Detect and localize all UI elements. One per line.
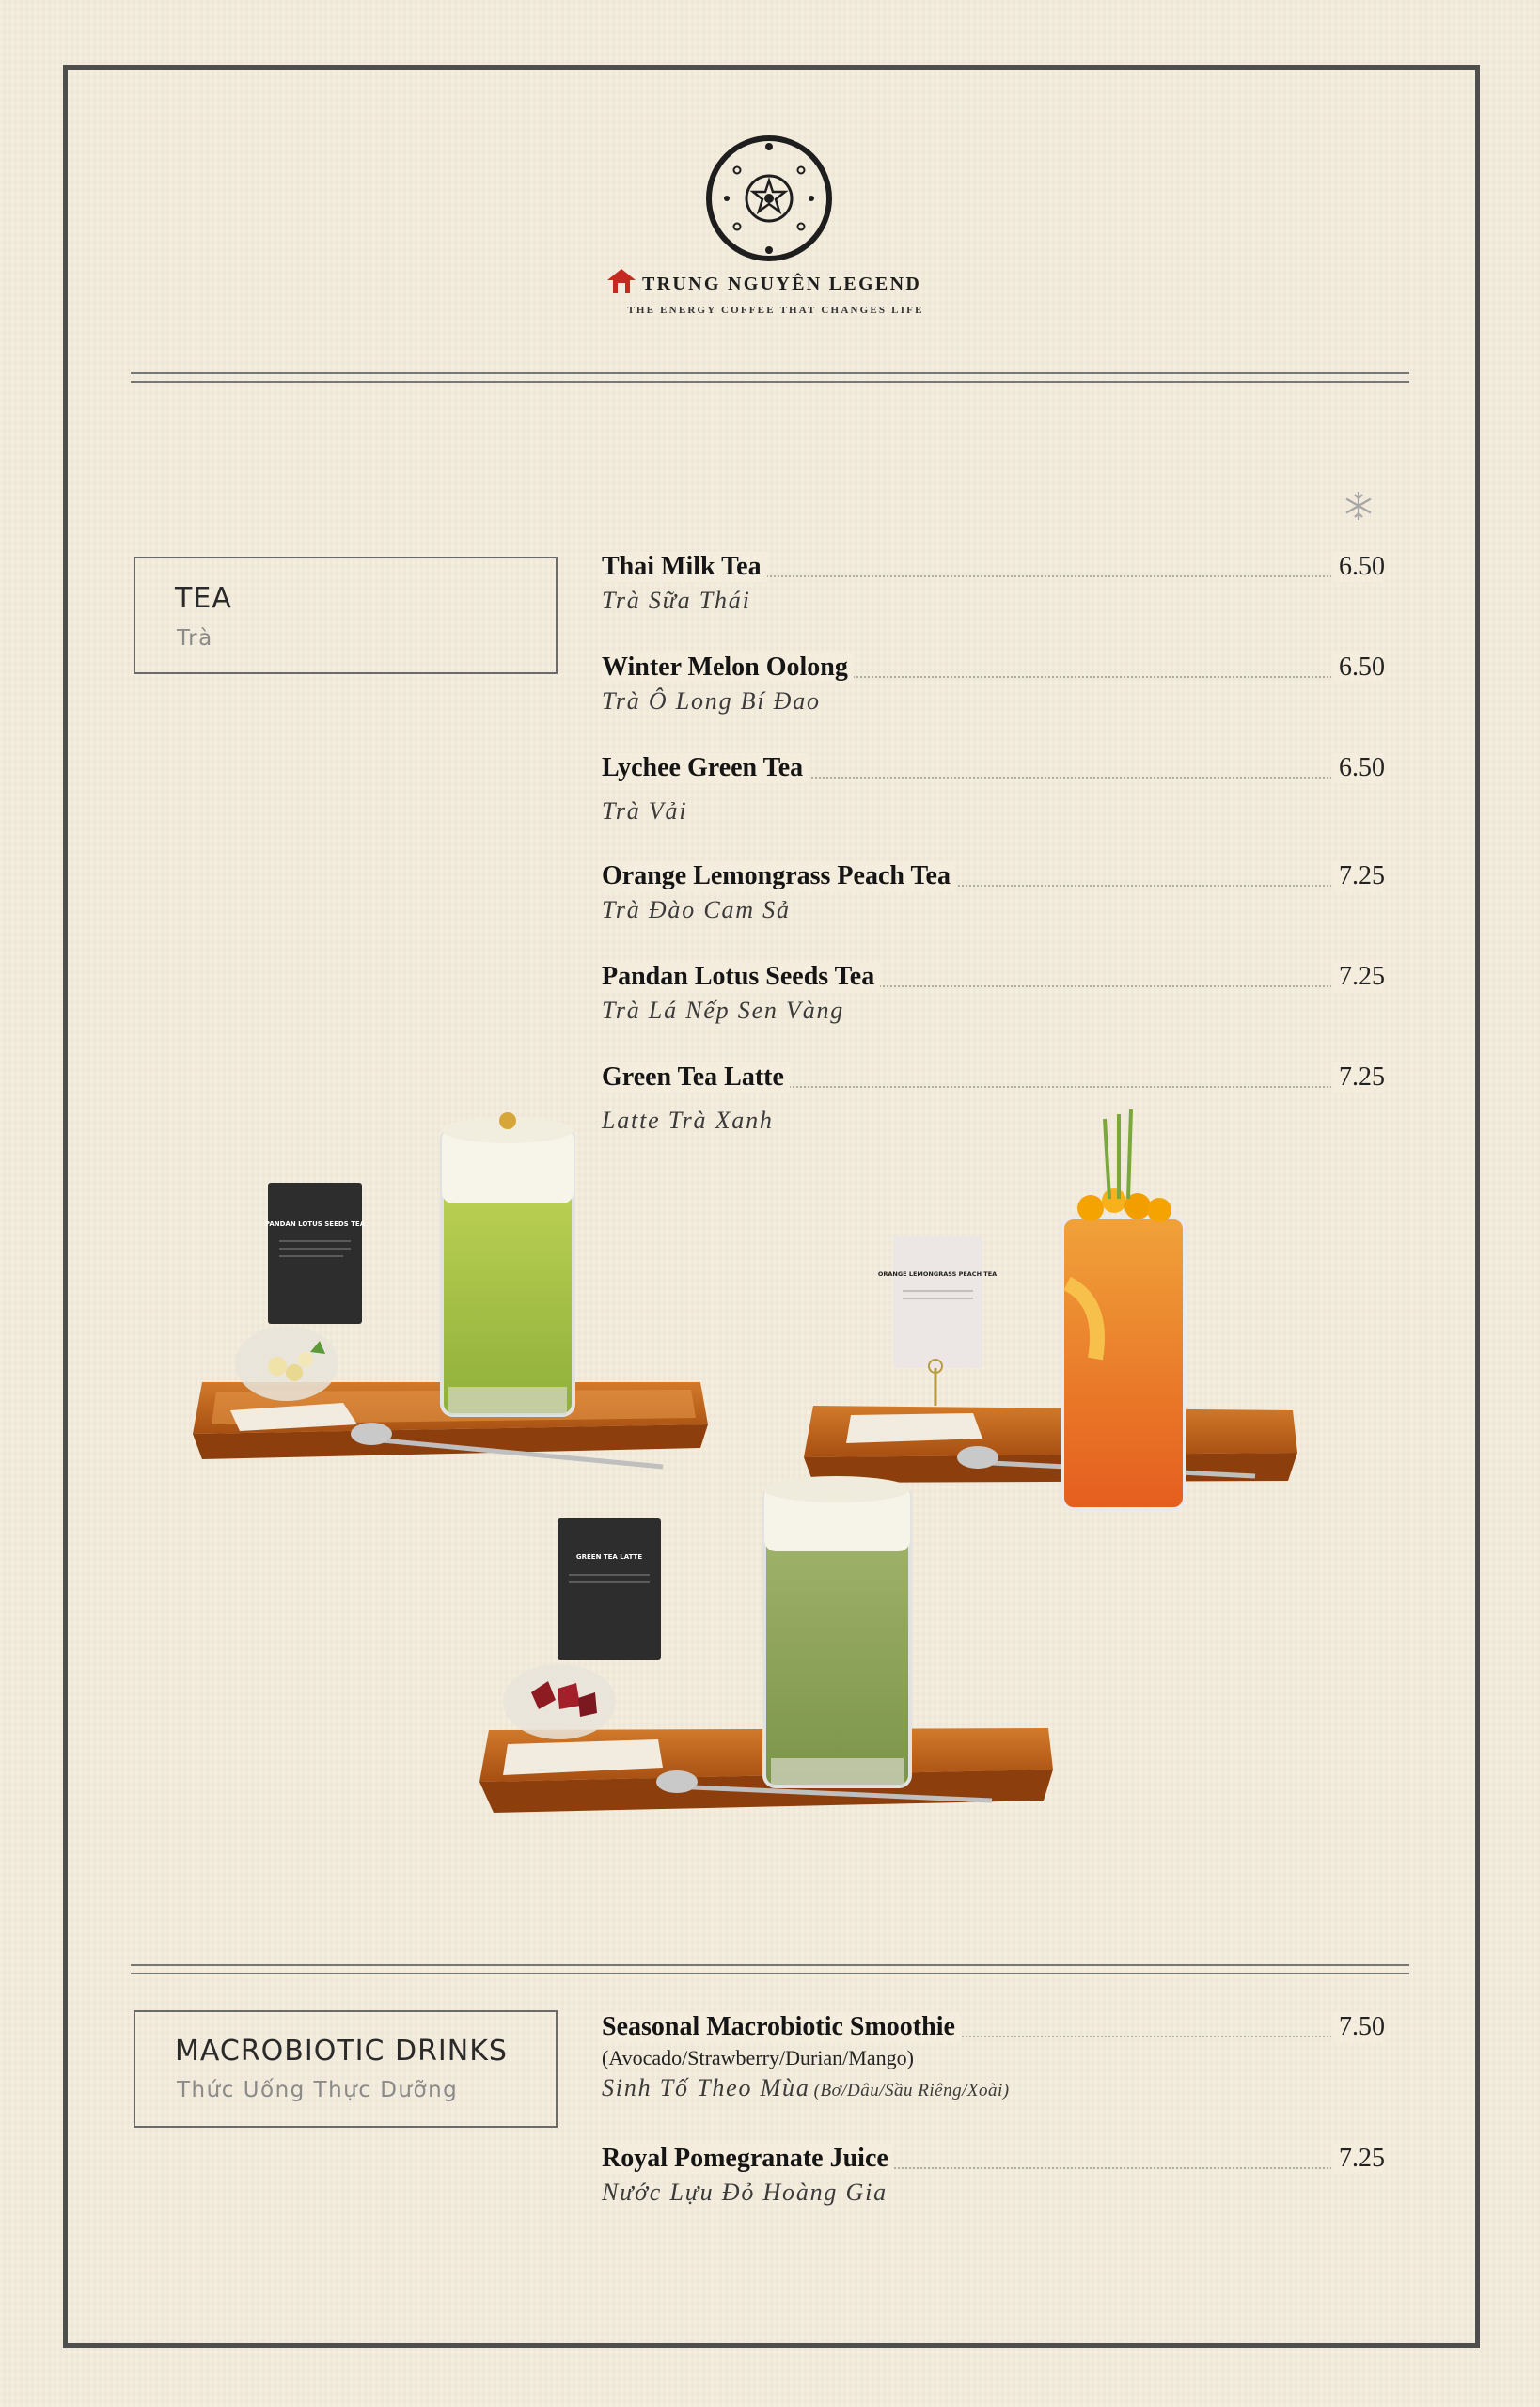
item-vietnamese-name: Trà Ô Long Bí Đao	[602, 687, 821, 715]
item-vietnamese-name: Nước Lựu Đỏ Hoàng Gia	[602, 2179, 888, 2206]
menu-item	[602, 552, 1385, 615]
pandan-card-title: PANDAN LOTUS SEEDS TEA	[264, 1220, 366, 1228]
item-note: (Avocado/Strawberry/Durian/Mango)	[602, 2046, 914, 2069]
item-price: 7.50	[1331, 2012, 1385, 2042]
brand-name: TRUNG NGUYÊN LEGEND	[642, 274, 922, 294]
item-name: Pandan Lotus Seeds Tea	[602, 962, 880, 992]
pandan-lotus-seeds-tea-photo	[174, 1100, 719, 1533]
orange-info-card	[893, 1236, 982, 1368]
tea-section-subtitle: Trà	[177, 626, 213, 651]
item-price: 7.25	[1331, 1062, 1385, 1093]
macrobiotic-section-title: MACROBIOTIC DRINKS	[175, 2035, 508, 2068]
item-vietnamese-name: Trà Vải	[602, 797, 688, 825]
item-name: Lychee Green Tea	[602, 753, 809, 783]
item-vietnamese-name: Trà Lá Nếp Sen Vàng	[602, 997, 845, 1024]
item-price: 7.25	[1331, 962, 1385, 992]
pandan-info-card	[268, 1183, 362, 1324]
tea-section-header	[134, 557, 558, 674]
menu-item	[602, 653, 1385, 716]
item-name: Winter Melon Oolong	[602, 653, 854, 683]
item-vietnamese-note: (Bơ/Dâu/Sầu Riêng/Xoài)	[813, 2081, 1010, 2100]
top-divider	[131, 372, 1409, 383]
menu-item	[602, 2012, 1385, 2102]
item-vietnamese-name: Sinh Tố Theo Mùa	[602, 2074, 810, 2101]
green-tea-latte-photo	[465, 1476, 1067, 1899]
menu-item	[602, 962, 1385, 1025]
trung-nguyen-emblem-icon	[704, 134, 834, 263]
tea-section-title: TEA	[175, 582, 232, 615]
item-price: 6.50	[1331, 653, 1385, 683]
item-name: Royal Pomegranate Juice	[602, 2144, 894, 2174]
macrobiotic-section-subtitle: Thức Uống Thực Dưỡng	[177, 2078, 459, 2102]
orange-card-title: ORANGE LEMONGRASS PEACH TEA	[877, 1270, 998, 1278]
item-price: 6.50	[1331, 552, 1385, 582]
item-price: 6.50	[1331, 753, 1385, 783]
item-vietnamese-line	[602, 2074, 1385, 2102]
macrobiotic-section-header	[134, 2010, 558, 2128]
brand-tagline: THE ENERGY COFFEE THAT CHANGES LIFE	[627, 305, 924, 316]
red-pagoda-icon	[606, 267, 636, 295]
menu-item	[602, 753, 1385, 826]
item-vietnamese-name: Trà Đào Cam Sả	[602, 896, 791, 923]
item-vietnamese-name: Latte Trà Xanh	[602, 1107, 774, 1134]
bottom-divider	[131, 1964, 1409, 1974]
menu-item	[602, 2144, 1385, 2207]
item-name: Orange Lemongrass Peach Tea	[602, 861, 956, 891]
item-price: 7.25	[1331, 2144, 1385, 2174]
menu-item	[602, 861, 1385, 924]
item-vietnamese-name: Trà Sữa Thái	[602, 587, 751, 614]
item-name: Seasonal Macrobiotic Smoothie	[602, 2012, 961, 2042]
greentea-card-title: GREEN TEA LATTE	[575, 1553, 643, 1561]
greentea-info-card	[558, 1518, 661, 1660]
brand-logo	[606, 267, 935, 299]
item-name: Green Tea Latte	[602, 1062, 790, 1093]
item-price: 7.25	[1331, 861, 1385, 891]
item-name: Thai Milk Tea	[602, 552, 767, 582]
snowflake-icon	[1343, 490, 1375, 522]
